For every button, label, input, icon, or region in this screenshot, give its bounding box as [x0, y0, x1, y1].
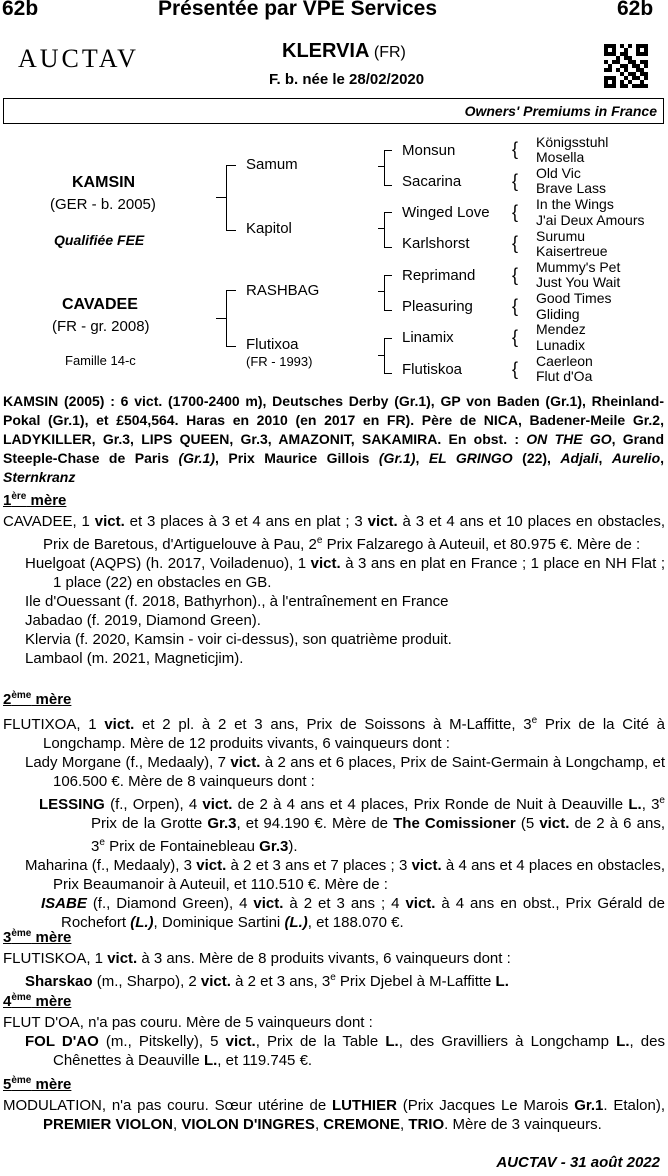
horse-name: KLERVIA: [282, 40, 370, 62]
produce-item: Huelgoat (AQPS) (h. 2017, Voiladenuo), 1 vict. à 3 ans en plat en France ; 1 place en NH Flat ; 1 place (22) en obstacles en GB.: [25, 555, 666, 591]
gen4-item: J'ai Deux Amours: [536, 212, 645, 228]
gen2-rashbag: RASHBAG: [246, 282, 320, 299]
gen3-linamix: Linamix: [402, 329, 454, 346]
gen2-kapitol: Kapitol: [246, 220, 292, 237]
gen3-flutiskoa: Flutiskoa: [402, 361, 463, 378]
dam-1-paragraph: CAVADEE, 1 vict. et 3 places à 3 et 4 ans en plat ; 3 vict. à 3 et 4 ans et 10 places en obstacles, Prix de Baretous, d'Artiguelouve à Pau, 2e Prix Falzarego à Auteuil, et 80.975 €. Mère de :: [3, 513, 665, 553]
section-5th-dam-heading: 5ème mère: [3, 1075, 72, 1093]
produce-item: ISABE (f., Diamond Green), 4 vict. à 2 et 3 ans ; 4 vict. à 4 ans en obst., Prix Gérald de Rochefort (L.), Dominique Sartini (L.), et 188.070 €.: [41, 895, 665, 931]
gen4-item: In the Wings: [536, 196, 614, 212]
gen4-item: Flut d'Oa: [536, 368, 593, 384]
consignor-title: Présentée par VPE Services: [158, 0, 438, 20]
produce-item: Lady Morgane (f., Medaaly), 7 vict. à 2 ans et 6 places, Prix de Saint-Germain à Longchamp, et 106.500 €. Mère de 8 vainqueurs dont :: [25, 754, 666, 790]
gen2-flutixoa-detail: (FR - 1993): [246, 354, 313, 369]
produce-item: Jabadao (f. 2019, Diamond Green).: [25, 612, 261, 629]
section-1st-dam: [3, 512, 665, 668]
gen4-item: Surumu: [536, 228, 586, 244]
lot-number-right: 62b: [617, 0, 654, 20]
gen4-item: Königsstuhl: [536, 134, 609, 150]
section-4th-dam: [3, 1013, 665, 1070]
gen4-item: Brave Lass: [536, 180, 607, 196]
section-3rd-dam: [3, 949, 665, 991]
gen4-item: Mosella: [536, 149, 585, 165]
gen3-pleasuring: Pleasuring: [402, 298, 473, 315]
dam-5-paragraph: MODULATION, n'a pas couru. Sœur utérine de LUTHIER (Prix Jacques Le Marois Gr.1. Etalon), PREMIER VIOLON, VIOLON D'INGRES, CREMONE, TRIO. Mère de 3 vainqueurs.: [3, 1097, 666, 1133]
lot-number-left: 62b: [2, 0, 39, 20]
gen4-item: Caerleon: [536, 353, 593, 369]
dam-name: CAVADEE: [62, 296, 138, 313]
produce-item: FOL D'AO (m., Pitskelly), 5 vict., Prix de la Table L., des Gravilliers à Longchamp L., des Chênettes à Deauville L., et 119.745 €.: [25, 1033, 665, 1069]
horse-details: F. b. née le 28/02/2020: [269, 71, 425, 88]
qr-code-icon: [604, 44, 648, 88]
auctav-logo: AUCTAV: [18, 44, 139, 73]
produce-item: LESSING (f., Orpen), 4 vict. de 2 à 4 ans et 4 places, Prix Ronde de Nuit à Deauville L., 3e Prix de la Grotte Gr.3, et 94.190 €. Mère de The Comissioner (5 vict. de 2 à 6 ans, 3e Prix de Fontainebleau Gr.3).: [39, 795, 665, 855]
owners-premiums-bar: [3, 98, 664, 124]
gen2-samum: Samum: [246, 156, 298, 173]
section-2nd-dam-heading: 2ème mère: [3, 690, 72, 708]
produce-item: Klervia (f. 2020, Kamsin - voir ci-dessus), son quatrième produit.: [25, 631, 452, 648]
gen4-item: Gliding: [536, 306, 580, 322]
section-1st-dam-heading: 1ère mère: [3, 491, 67, 509]
owners-premiums-label: Owners' Premiums in France: [464, 103, 657, 119]
sire-detail: (GER - b. 2005): [50, 196, 156, 213]
horse-country: (FR): [373, 44, 406, 61]
gen4-item: Mendez: [536, 321, 586, 337]
produce-item: Ile d'Ouessant (f. 2018, Bathyrhon)., à l'entraînement en France: [25, 593, 449, 610]
sire-note: Qualifiée FEE: [54, 232, 145, 248]
produce-item: Sharskao (m., Sharpo), 2 vict. à 2 et 3 ans, 3e Prix Djebel à M-Laffitte L.: [25, 972, 509, 990]
gen4-item: Old Vic: [536, 165, 581, 181]
gen4-item: Mummy's Pet: [536, 259, 621, 275]
dam-note: Famille 14-c: [65, 353, 136, 368]
footer-date: AUCTAV - 31 août 2022: [496, 1154, 660, 1171]
gen4-item: Lunadix: [536, 337, 586, 353]
section-2nd-dam: [3, 711, 665, 932]
bracket-sire: [226, 165, 227, 230]
horse-title: [282, 40, 406, 63]
dam-detail: (FR - gr. 2008): [52, 318, 150, 335]
sire-description: KAMSIN (2005) : 6 vict. (1700-2400 m), Deutsches Derby (Gr.1), GP von Baden (Gr.1), Rheinland-Pokal (Gr.1), et £504,564. Haras en 2010 (en 2017 en FR). Père de NICA, Badener-Meile Gr.2, LADYKILLER, Gr.3, LIPS QUEEN, Gr.3, AMAZONIT, SAKAMIRA. En obst. : ON THE GO, Grand Steeple-Chase de Paris (Gr.1), Prix Maurice Gillois (Gr.1), EL GRINGO (22), Adjali, Aurelio, Sternkranz: [3, 393, 665, 485]
section-3rd-dam-heading: 3ème mère: [3, 928, 72, 946]
gen4-item: Kaisertreue: [536, 243, 608, 259]
dam-4-paragraph: FLUT D'OA, n'a pas couru. Mère de 5 vainqueurs dont :: [3, 1014, 373, 1031]
gen3-reprimand: Reprimand: [402, 267, 476, 284]
gen4-item: Good Times: [536, 290, 612, 306]
bracket-dam: [226, 290, 227, 346]
section-4th-dam-heading: 4ème mère: [3, 992, 72, 1010]
dam-3-paragraph: FLUTISKOA, 1 vict. à 3 ans. Mère de 8 produits vivants, 6 vainqueurs dont :: [3, 950, 511, 967]
section-5th-dam: [3, 1096, 665, 1134]
sire-name: KAMSIN: [72, 174, 136, 191]
produce-item: Maharina (f., Medaaly), 3 vict. à 2 et 3 ans et 7 places ; 3 vict. à 4 ans et 4 places en obstacles, Prix Beaumanoir à Auteuil, et 110.510 €. Mère de :: [25, 857, 665, 893]
gen3-karlshorst: Karlshorst: [402, 235, 470, 252]
gen3-monsun: Monsun: [402, 142, 456, 159]
gen3-sacarina: Sacarina: [402, 173, 462, 190]
gen3-winged-love: Winged Love: [402, 204, 490, 221]
gen2-flutixoa: Flutixoa: [246, 336, 299, 353]
gen4-item: Just You Wait: [536, 274, 621, 290]
produce-item: Lambaol (m. 2021, Magneticjim).: [25, 650, 244, 667]
dam-2-paragraph: FLUTIXOA, 1 vict. et 2 pl. à 2 et 3 ans, Prix de Soissons à M-Laffitte, 3e Prix de la Cité à Longchamp. Mère de 12 produits vivants, 6 vainqueurs dont :: [3, 715, 665, 752]
